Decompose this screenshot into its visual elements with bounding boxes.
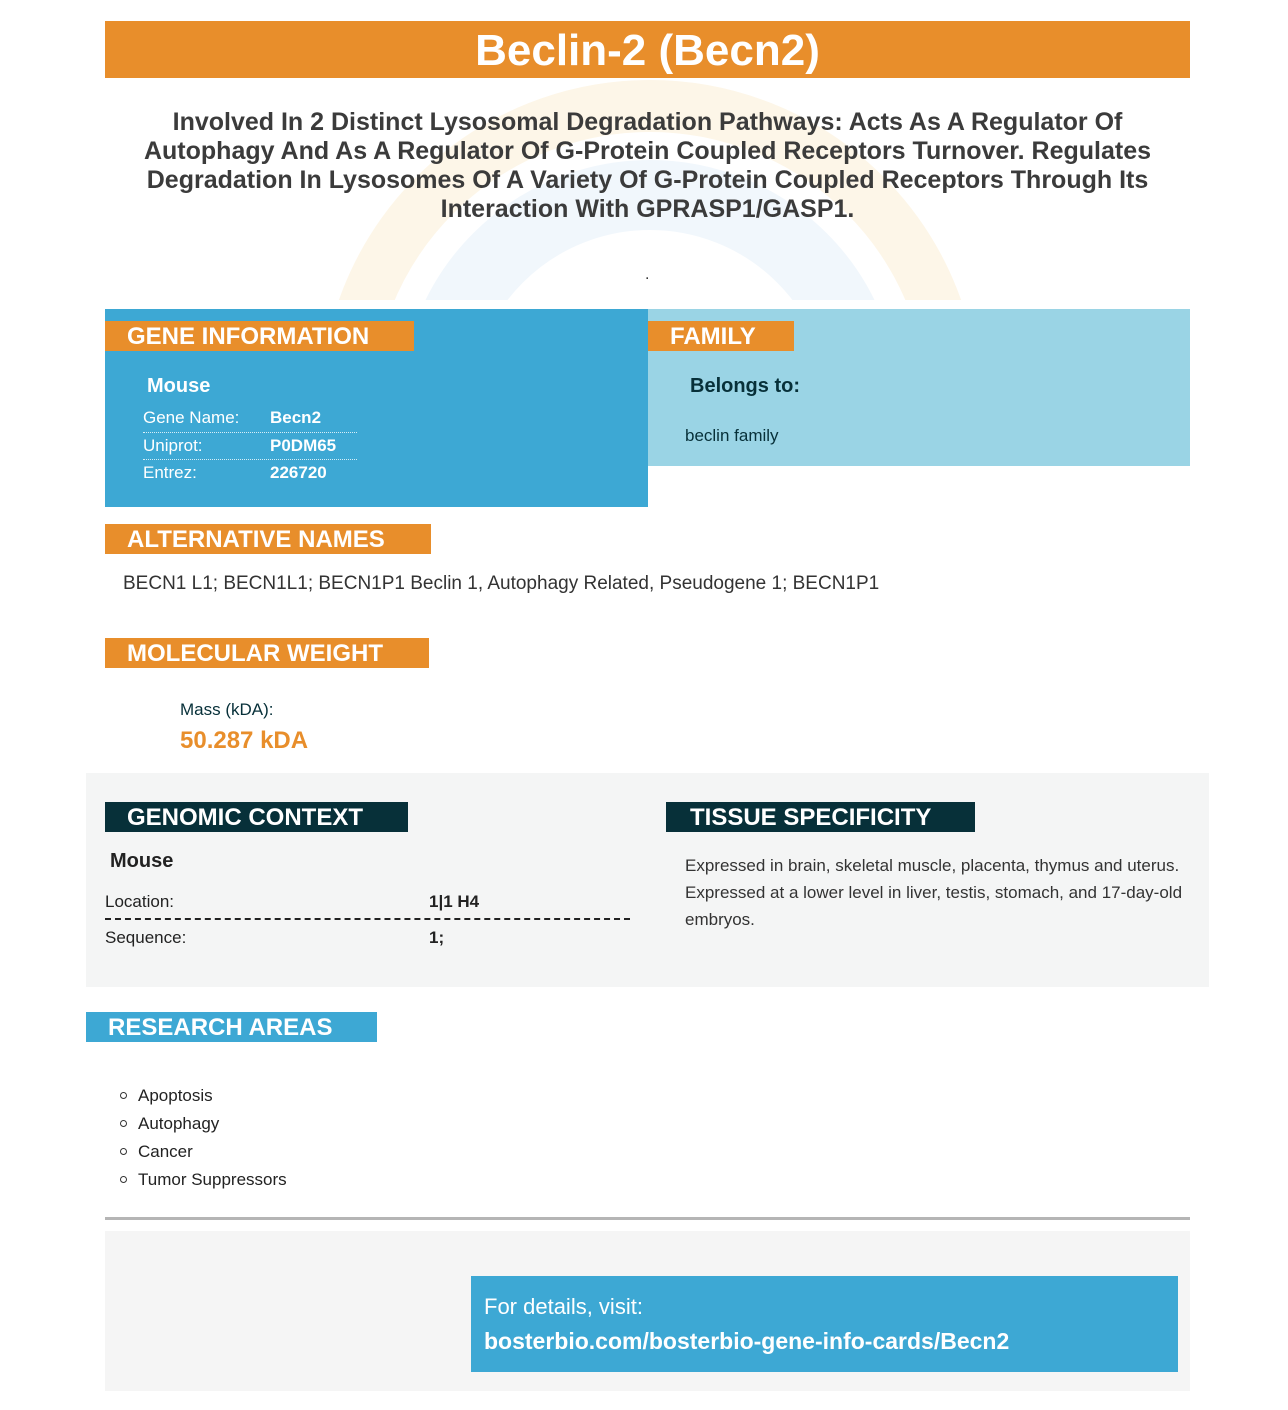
list-item: Apoptosis (120, 1082, 287, 1110)
family-value: beclin family (685, 426, 779, 445)
research-areas-heading: RESEARCH AREAS (86, 1012, 377, 1042)
sequence-value: 1; (429, 928, 445, 947)
tissue-specificity-text: Expressed in brain, skeletal muscle, placenta, thymus and uterus. Expressed at a lower level in liver, testis, stomach, and 17-day-old embryos. (685, 856, 1183, 929)
family-heading: FAMILY (648, 321, 794, 351)
alternative-names-heading: ALTERNATIVE NAMES (105, 524, 431, 554)
genomic-context-heading: GENOMIC CONTEXT (105, 802, 408, 832)
mass-value: 50.287 kDA (180, 727, 309, 754)
belongs-to-label: Belongs to: (690, 375, 800, 397)
separator-dot: . (645, 266, 650, 283)
details-label: For details, visit: (484, 1294, 643, 1319)
footer-divider (105, 1217, 1190, 1220)
genomic-species: Mouse (110, 850, 174, 872)
list-item: Autophagy (120, 1110, 287, 1138)
protein-description: Involved In 2 Distinct Lysosomal Degradation Pathways: Acts As A Regulator Of Autophagy And As A Regulator Of G-Protein Coupled Receptors Turnover. Regulates Degradation In Lysosomes Of A Variety Of G-Protein Coupled Receptors Through Its Interaction With GPRASP1/GASP1. (143, 108, 1152, 223)
gene-information-panel (105, 309, 648, 507)
gene-name-value: Becn2 (270, 408, 322, 427)
genomic-divider (105, 918, 630, 920)
details-box (471, 1276, 1178, 1372)
list-item: Cancer (120, 1138, 287, 1166)
gene-divider (143, 459, 357, 460)
entrez-value: 226720 (270, 463, 327, 482)
gene-information-heading: GENE INFORMATION (105, 321, 414, 351)
bullet-icon (120, 1120, 127, 1127)
uniprot-value: P0DM65 (270, 436, 337, 455)
mass-label: Mass (kDA): (180, 700, 274, 719)
sequence-label: Sequence: (105, 928, 187, 947)
tissue-specificity-heading: TISSUE SPECIFICITY (666, 802, 975, 832)
molecular-weight-heading: MOLECULAR WEIGHT (105, 638, 429, 668)
gene-species: Mouse (147, 375, 211, 397)
gene-divider (143, 432, 357, 433)
details-link[interactable]: bosterbio.com/bosterbio-gene-info-cards/Becn2 (484, 1328, 1010, 1354)
bullet-icon (120, 1148, 127, 1155)
location-value: 1|1 H4 (429, 892, 480, 911)
bullet-icon (120, 1176, 127, 1183)
bullet-icon (120, 1092, 127, 1099)
page-title: Beclin-2 (Becn2) (105, 21, 1190, 78)
gene-name-label: Gene Name: (143, 408, 240, 427)
list-item: Tumor Suppressors (120, 1166, 287, 1194)
research-areas-list (120, 1082, 287, 1194)
uniprot-label: Uniprot: (143, 436, 203, 455)
alternative-names-text: BECN1 L1; BECN1L1; BECN1P1 Beclin 1, Autophagy Related, Pseudogene 1; BECN1P1 (123, 573, 880, 594)
entrez-label: Entrez: (143, 463, 197, 482)
location-label: Location: (105, 892, 174, 911)
